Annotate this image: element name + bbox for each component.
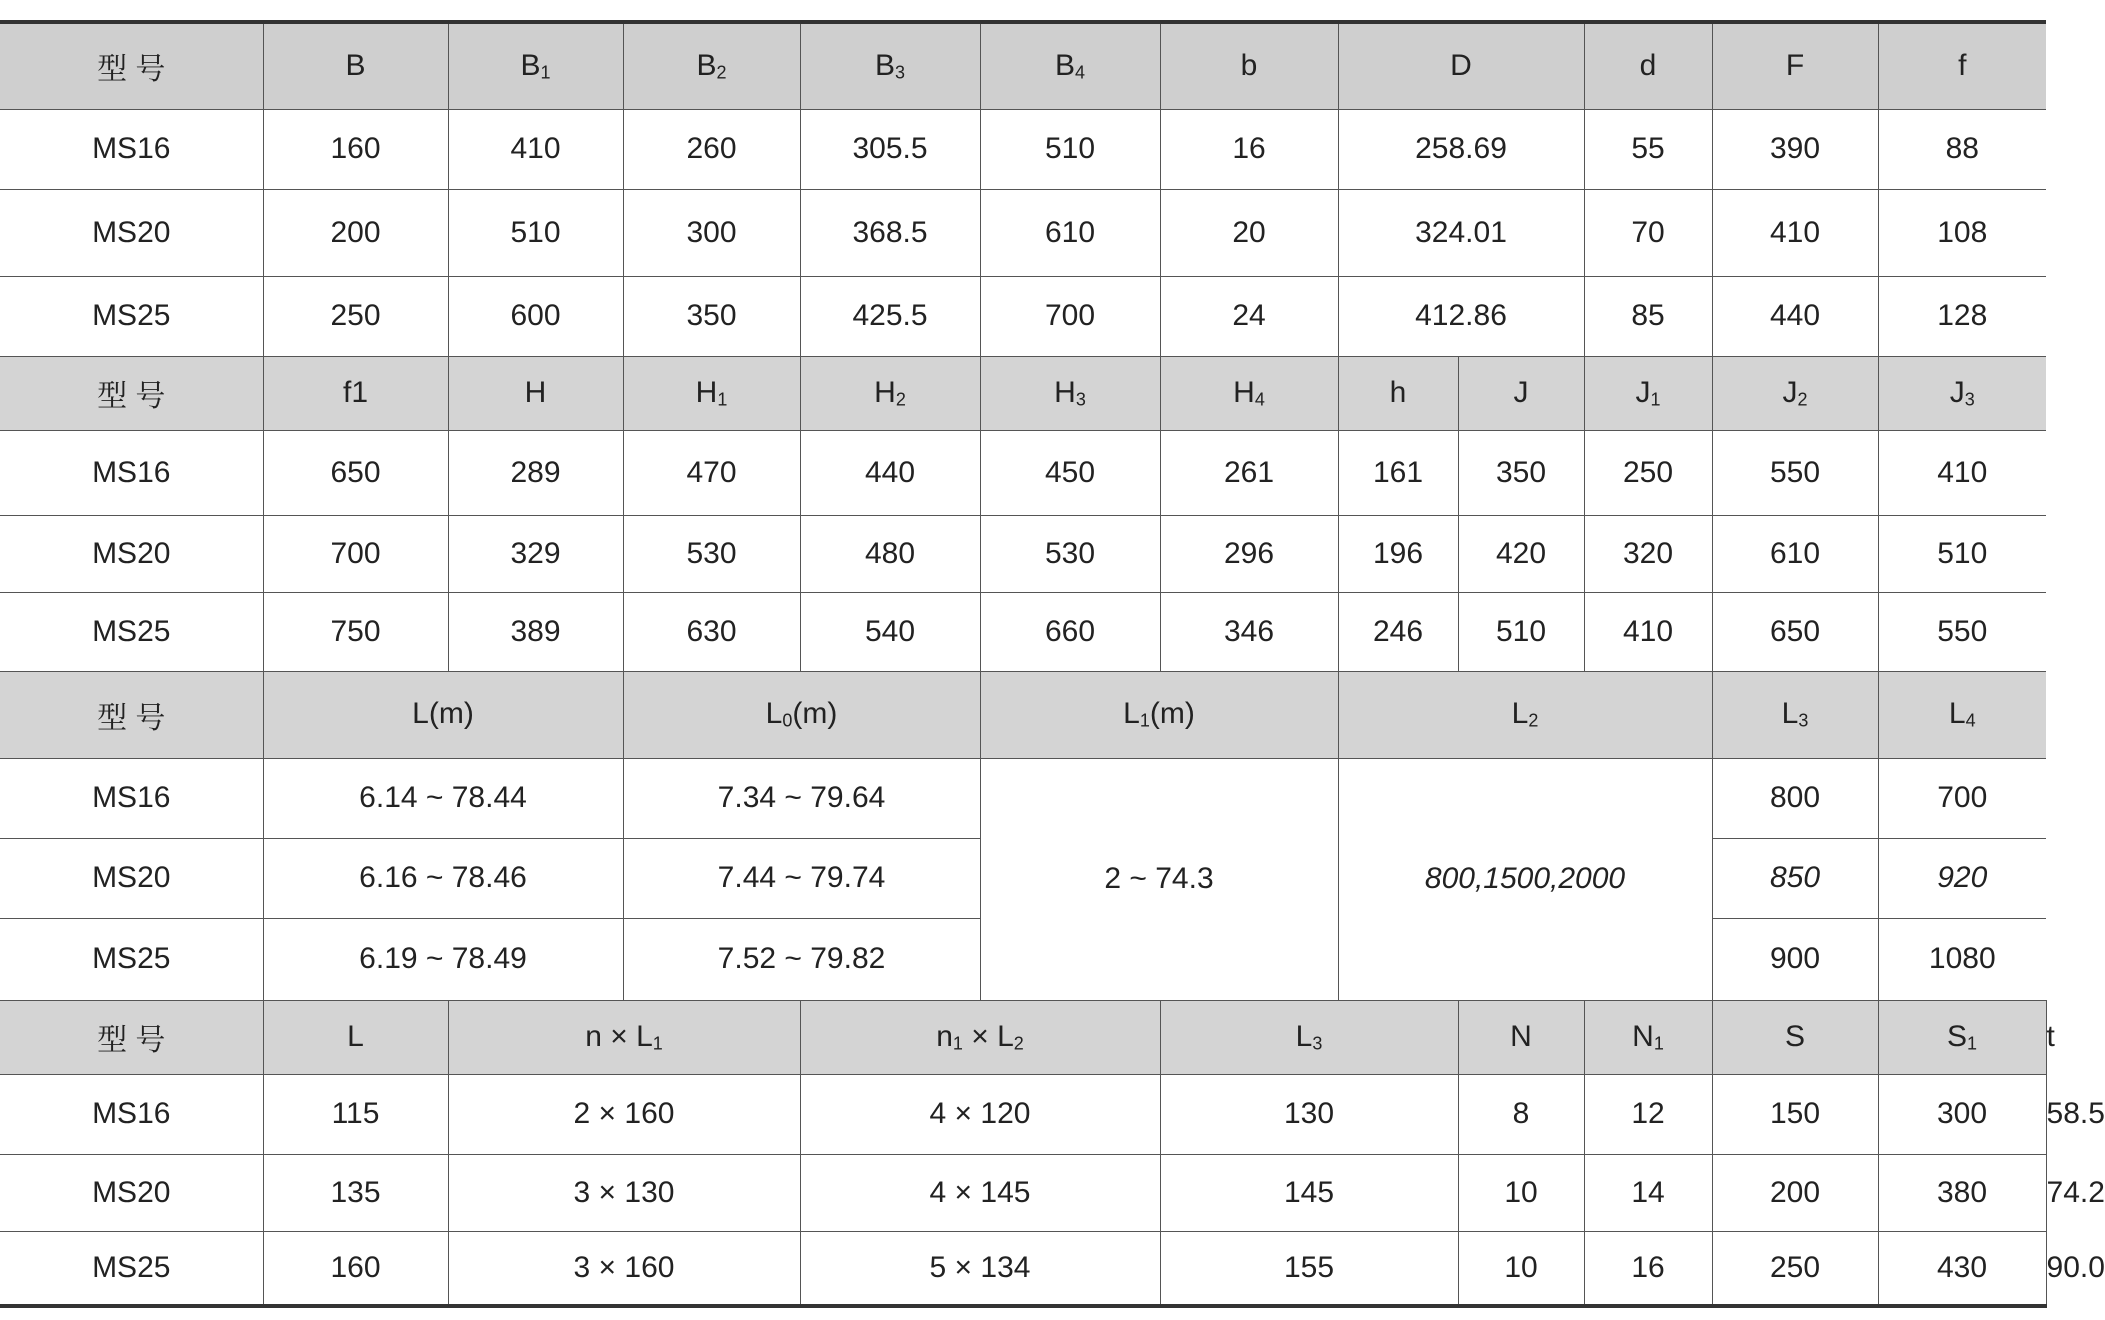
section1-header-row bbox=[0, 22, 2046, 109]
header-F: F bbox=[1712, 22, 1878, 109]
section3-header-row bbox=[0, 671, 2046, 758]
header-b: b bbox=[1160, 22, 1338, 109]
table-cell: 750 bbox=[263, 592, 448, 671]
header-B2: $B_2$ bbox=[623, 22, 800, 109]
l2-shared-cell: 800,1500,2000 bbox=[1338, 758, 1712, 1000]
table-cell: 650 bbox=[263, 430, 448, 515]
table-cell: 115 bbox=[263, 1074, 448, 1154]
table-cell: 510 bbox=[1878, 515, 2046, 592]
model-cell: MS20 bbox=[0, 515, 263, 592]
table-cell: 155 bbox=[1160, 1231, 1458, 1306]
section4-header-row: 型 号 L $n \times L_1$ $n_1 \times L_2$ $L_3$ N $N_1$ S $S_1$ t bbox=[0, 1000, 2046, 1074]
table-cell: 346 bbox=[1160, 592, 1338, 671]
table-cell: 300 bbox=[1878, 1074, 2046, 1154]
header-S: S bbox=[1712, 1000, 1878, 1074]
table-cell: 390 bbox=[1712, 109, 1878, 189]
table-cell: 510 bbox=[980, 109, 1160, 189]
table-cell: 920 bbox=[1878, 838, 2046, 918]
table-cell: 440 bbox=[1712, 276, 1878, 356]
table-cell: 24 bbox=[1160, 276, 1338, 356]
header-L1: $L_1(m)$ bbox=[980, 671, 1338, 758]
table-cell: 260 bbox=[623, 109, 800, 189]
table-cell: 410 bbox=[1584, 592, 1712, 671]
table-cell: 610 bbox=[1712, 515, 1878, 592]
table-cell: 160 bbox=[263, 1231, 448, 1306]
table-cell: 368.5 bbox=[800, 189, 980, 276]
header-L2: $L_2$ bbox=[1338, 671, 1712, 758]
model-cell: MS16 bbox=[0, 430, 263, 515]
table-cell: 160 bbox=[263, 109, 448, 189]
table-cell: 55 bbox=[1584, 109, 1712, 189]
table-cell: 4 × 120 bbox=[800, 1074, 1160, 1154]
table-cell: 258.69 bbox=[1338, 109, 1584, 189]
table-cell: 3 × 130 bbox=[448, 1154, 800, 1231]
header-L3: $L_3$ bbox=[1712, 671, 1878, 758]
table-cell: 250 bbox=[263, 276, 448, 356]
model-cell: MS16 bbox=[0, 1074, 263, 1154]
header-H2: $H_2$ bbox=[800, 356, 980, 430]
header-J2: $J_2$ bbox=[1712, 356, 1878, 430]
header-n1-L2: $n_1 \times L_2$ bbox=[800, 1000, 1160, 1074]
model-cell: MS16 bbox=[0, 758, 263, 838]
table-row bbox=[0, 276, 2046, 356]
table-row bbox=[0, 515, 2046, 592]
table-cell: 296 bbox=[1160, 515, 1338, 592]
header-n-L1: $n \times L_1$ bbox=[448, 1000, 800, 1074]
header-D: D bbox=[1338, 22, 1584, 109]
table-cell: 85 bbox=[1584, 276, 1712, 356]
table-cell: 425.5 bbox=[800, 276, 980, 356]
table-cell: 350 bbox=[623, 276, 800, 356]
table-cell: 320 bbox=[1584, 515, 1712, 592]
header-S1: $S_1$ bbox=[1878, 1000, 2046, 1074]
table-cell: 145 bbox=[1160, 1154, 1458, 1231]
table-cell: 88 bbox=[1878, 109, 2046, 189]
table-cell: 10 bbox=[1458, 1154, 1584, 1231]
table-cell: 4 × 145 bbox=[800, 1154, 1160, 1231]
header-J: J bbox=[1458, 356, 1584, 430]
table-cell: 700 bbox=[980, 276, 1160, 356]
table-cell: 108 bbox=[1878, 189, 2046, 276]
l1-shared-cell: 2 ~ 74.3 bbox=[980, 758, 1338, 1000]
table-cell: 200 bbox=[263, 189, 448, 276]
table-cell: 900 bbox=[1712, 918, 1878, 1000]
header-f: f bbox=[1878, 22, 2046, 109]
table-cell: 250 bbox=[1584, 430, 1712, 515]
table-cell: 150 bbox=[1712, 1074, 1878, 1154]
model-cell: MS20 bbox=[0, 838, 263, 918]
table-cell: 470 bbox=[623, 430, 800, 515]
table-cell: 324.01 bbox=[1338, 189, 1584, 276]
model-cell: MS20 bbox=[0, 189, 263, 276]
table-cell: 420 bbox=[1458, 515, 1584, 592]
table-cell: 161 bbox=[1338, 430, 1458, 515]
header-J3: $J_3$ bbox=[1878, 356, 2046, 430]
table-cell: 6.14 ~ 78.44 bbox=[263, 758, 623, 838]
table-cell: 700 bbox=[263, 515, 448, 592]
header-L: L bbox=[263, 1000, 448, 1074]
table-cell: 380 bbox=[1878, 1154, 2046, 1231]
model-header: 型 号 bbox=[0, 671, 263, 758]
header-f1: f1 bbox=[263, 356, 448, 430]
table-cell: 350 bbox=[1458, 430, 1584, 515]
table-cell: 850 bbox=[1712, 838, 1878, 918]
table-cell: 1080 bbox=[1878, 918, 2046, 1000]
section2-header-row bbox=[0, 356, 2046, 430]
model-header: 型 号 bbox=[0, 356, 263, 430]
table-cell: 540 bbox=[800, 592, 980, 671]
table-cell: 800 bbox=[1712, 758, 1878, 838]
table-cell: 70 bbox=[1584, 189, 1712, 276]
table-row bbox=[0, 592, 2046, 671]
table-cell: 5 × 134 bbox=[800, 1231, 1160, 1306]
table-cell: 128 bbox=[1878, 276, 2046, 356]
table-row bbox=[0, 430, 2046, 515]
table-cell: 300 bbox=[623, 189, 800, 276]
table-cell: 7.34 ~ 79.64 bbox=[623, 758, 980, 838]
table-cell: 14 bbox=[1584, 1154, 1712, 1231]
table-cell: 412.86 bbox=[1338, 276, 1584, 356]
table-cell: 7.44 ~ 79.74 bbox=[623, 838, 980, 918]
table-cell: 480 bbox=[800, 515, 980, 592]
header-H1: $H_1$ bbox=[623, 356, 800, 430]
table-cell: 130 bbox=[1160, 1074, 1458, 1154]
table-cell: 289 bbox=[448, 430, 623, 515]
table-cell: 410 bbox=[1878, 430, 2046, 515]
table-cell: 246 bbox=[1338, 592, 1458, 671]
table-row: MS20 135 3 × 130 4 × 145 145 10 14 200 380 74.2 bbox=[0, 1154, 2046, 1231]
model-cell: MS25 bbox=[0, 592, 263, 671]
table-cell: 389 bbox=[448, 592, 623, 671]
table-cell: 6.16 ~ 78.46 bbox=[263, 838, 623, 918]
header-L: L(m) bbox=[263, 671, 623, 758]
table-cell: 440 bbox=[800, 430, 980, 515]
header-L4: $L_4$ bbox=[1878, 671, 2046, 758]
table-cell: 12 bbox=[1584, 1074, 1712, 1154]
table-cell: 250 bbox=[1712, 1231, 1878, 1306]
table-row: MS25 160 3 × 160 5 × 134 155 10 16 250 430 90.0 bbox=[0, 1231, 2046, 1306]
table-cell: 7.52 ~ 79.82 bbox=[623, 918, 980, 1000]
table-cell: 261 bbox=[1160, 430, 1338, 515]
table-cell: 450 bbox=[980, 430, 1160, 515]
header-B1: $B_1$ bbox=[448, 22, 623, 109]
table-cell: 660 bbox=[980, 592, 1160, 671]
table-cell: 600 bbox=[448, 276, 623, 356]
header-H4: $H_4$ bbox=[1160, 356, 1338, 430]
table-row bbox=[0, 758, 2046, 838]
table-cell: 510 bbox=[448, 189, 623, 276]
table-cell: 530 bbox=[980, 515, 1160, 592]
model-cell: MS20 bbox=[0, 1154, 263, 1231]
table-cell: 135 bbox=[263, 1154, 448, 1231]
table-cell: 510 bbox=[1458, 592, 1584, 671]
header-H3: $H_3$ bbox=[980, 356, 1160, 430]
table-cell: 16 bbox=[1160, 109, 1338, 189]
table-row: MS16 115 2 × 160 4 × 120 130 8 12 150 300 58.5 bbox=[0, 1074, 2046, 1154]
model-header: 型 号 bbox=[0, 22, 263, 109]
table-cell: 6.19 ~ 78.49 bbox=[263, 918, 623, 1000]
header-N: N bbox=[1458, 1000, 1584, 1074]
table-cell: 8 bbox=[1458, 1074, 1584, 1154]
table-cell: 329 bbox=[448, 515, 623, 592]
header-B: B bbox=[263, 22, 448, 109]
table-cell: 630 bbox=[623, 592, 800, 671]
table-cell: 3 × 160 bbox=[448, 1231, 800, 1306]
table-cell: 16 bbox=[1584, 1231, 1712, 1306]
header-L3: $L_3$ bbox=[1160, 1000, 1458, 1074]
model-header: 型 号 bbox=[0, 1000, 263, 1074]
header-d: d bbox=[1584, 22, 1712, 109]
table-cell: 610 bbox=[980, 189, 1160, 276]
header-B4: $B_4$ bbox=[980, 22, 1160, 109]
table-cell: 410 bbox=[1712, 189, 1878, 276]
table-cell: 196 bbox=[1338, 515, 1458, 592]
table-row bbox=[0, 189, 2046, 276]
model-cell: MS25 bbox=[0, 276, 263, 356]
model-cell: MS16 bbox=[0, 109, 263, 189]
table-row bbox=[0, 109, 2046, 189]
header-L0: $L_0(m)$ bbox=[623, 671, 980, 758]
header-h: h bbox=[1338, 356, 1458, 430]
header-J1: $J_1$ bbox=[1584, 356, 1712, 430]
model-cell: MS25 bbox=[0, 918, 263, 1000]
table-cell: 305.5 bbox=[800, 109, 980, 189]
header-H: H bbox=[448, 356, 623, 430]
table-cell: 10 bbox=[1458, 1231, 1584, 1306]
model-cell: MS25 bbox=[0, 1231, 263, 1306]
table-cell: 550 bbox=[1712, 430, 1878, 515]
table-cell: 550 bbox=[1878, 592, 2046, 671]
table-cell: 430 bbox=[1878, 1231, 2046, 1306]
header-B3: $B_3$ bbox=[800, 22, 980, 109]
table-cell: 2 × 160 bbox=[448, 1074, 800, 1154]
table-cell: 20 bbox=[1160, 189, 1338, 276]
table-cell: 700 bbox=[1878, 758, 2046, 838]
table-cell: 650 bbox=[1712, 592, 1878, 671]
table-cell: 200 bbox=[1712, 1154, 1878, 1231]
dimension-table bbox=[0, 20, 2105, 1308]
table-cell: 410 bbox=[448, 109, 623, 189]
header-N1: $N_1$ bbox=[1584, 1000, 1712, 1074]
table-cell: 530 bbox=[623, 515, 800, 592]
